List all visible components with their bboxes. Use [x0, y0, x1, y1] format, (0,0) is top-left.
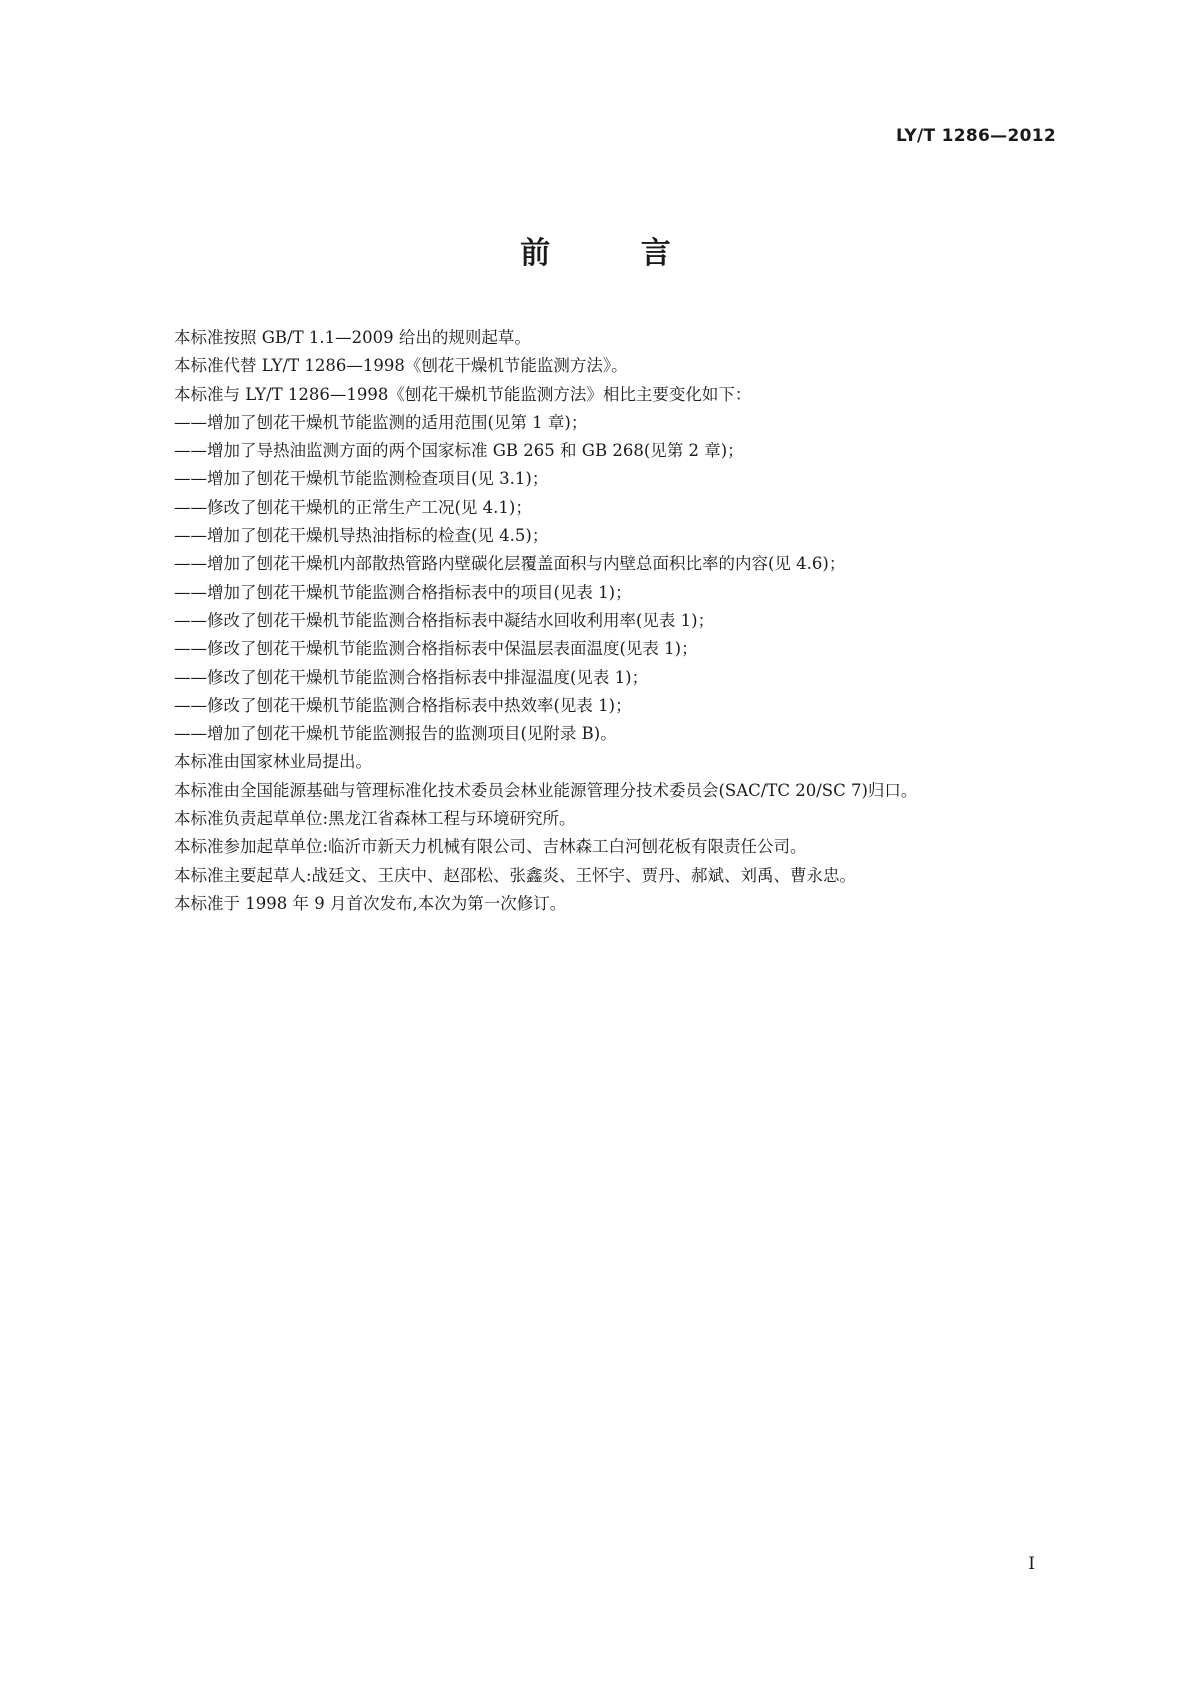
list-item: ——修改了刨花干燥机节能监测合格指标表中热效率(见表 1)；: [174, 695, 632, 715]
paragraph: 本标准负责起草单位:黑龙江省森林工程与环境研究所。: [174, 809, 576, 829]
paragraph: 本标准参加起草单位:临沂市新天力机械有限公司、吉林森工白河刨花板有限责任公司。: [174, 837, 807, 857]
page-title: 前 言: [520, 236, 711, 271]
foreword-body: [130, 324, 1070, 918]
list-item: ——修改了刨花干燥机的正常生产工况(见 4.1)；: [174, 497, 532, 517]
page-number: I: [1028, 1554, 1035, 1574]
list-item: ——修改了刨花干燥机节能监测合格指标表中凝结水回收利用率(见表 1)；: [174, 610, 715, 630]
paragraph: 本标准按照 GB/T 1.1—2009 给出的规则起草。: [174, 328, 531, 347]
list-item: ——修改了刨花干燥机节能监测合格指标表中保温层表面温度(见表 1)；: [174, 639, 698, 659]
list-item: ——增加了刨花干燥机节能监测检查项目(见 3.1)；: [174, 469, 549, 489]
list-item: ——增加了导热油监测方面的两个国家标准 GB 265 和 GB 268(见第 2 章)；: [174, 441, 744, 461]
list-item: ——增加了刨花干燥机内部散热管路内壁碳化层覆盖面积与内壁总面积比率的内容(见 4.6)；: [174, 554, 846, 574]
paragraph: 本标准由全国能源基础与管理标准化技术委员会林业能源管理分技术委员会(SAC/TC 20/SC 7)归口。: [174, 780, 918, 800]
list-item: ——修改了刨花干燥机节能监测合格指标表中排湿温度(见表 1)；: [174, 667, 649, 687]
list-item: ——增加了刨花干燥机导热油指标的检查(见 4.5)；: [174, 526, 549, 546]
paragraph: 本标准主要起草人:战廷文、王庆中、赵邵松、张鑫炎、王怀宇、贾丹、郝斌、刘禹、曹永忠。: [174, 865, 857, 885]
standard-code: LY/T 1286—2012: [895, 126, 1056, 146]
list-item: ——增加了刨花干燥机节能监测的适用范围(见第 1 章)；: [174, 412, 588, 432]
paragraph: 本标准代替 LY/T 1286—1998《刨花干燥机节能监测方法》。: [174, 356, 628, 376]
list-item: ——增加了刨花干燥机节能监测合格指标表中的项目(见表 1)；: [174, 582, 632, 602]
paragraph: 本标准由国家林业局提出。: [174, 752, 372, 772]
paragraph: 本标准与 LY/T 1286—1998《刨花干燥机节能监测方法》相比主要变化如下：: [174, 384, 752, 404]
list-item: ——增加了刨花干燥机节能监测报告的监测项目(见附录 B)。: [174, 724, 617, 744]
paragraph: 本标准于 1998 年 9 月首次发布,本次为第一次修订。: [174, 893, 567, 913]
